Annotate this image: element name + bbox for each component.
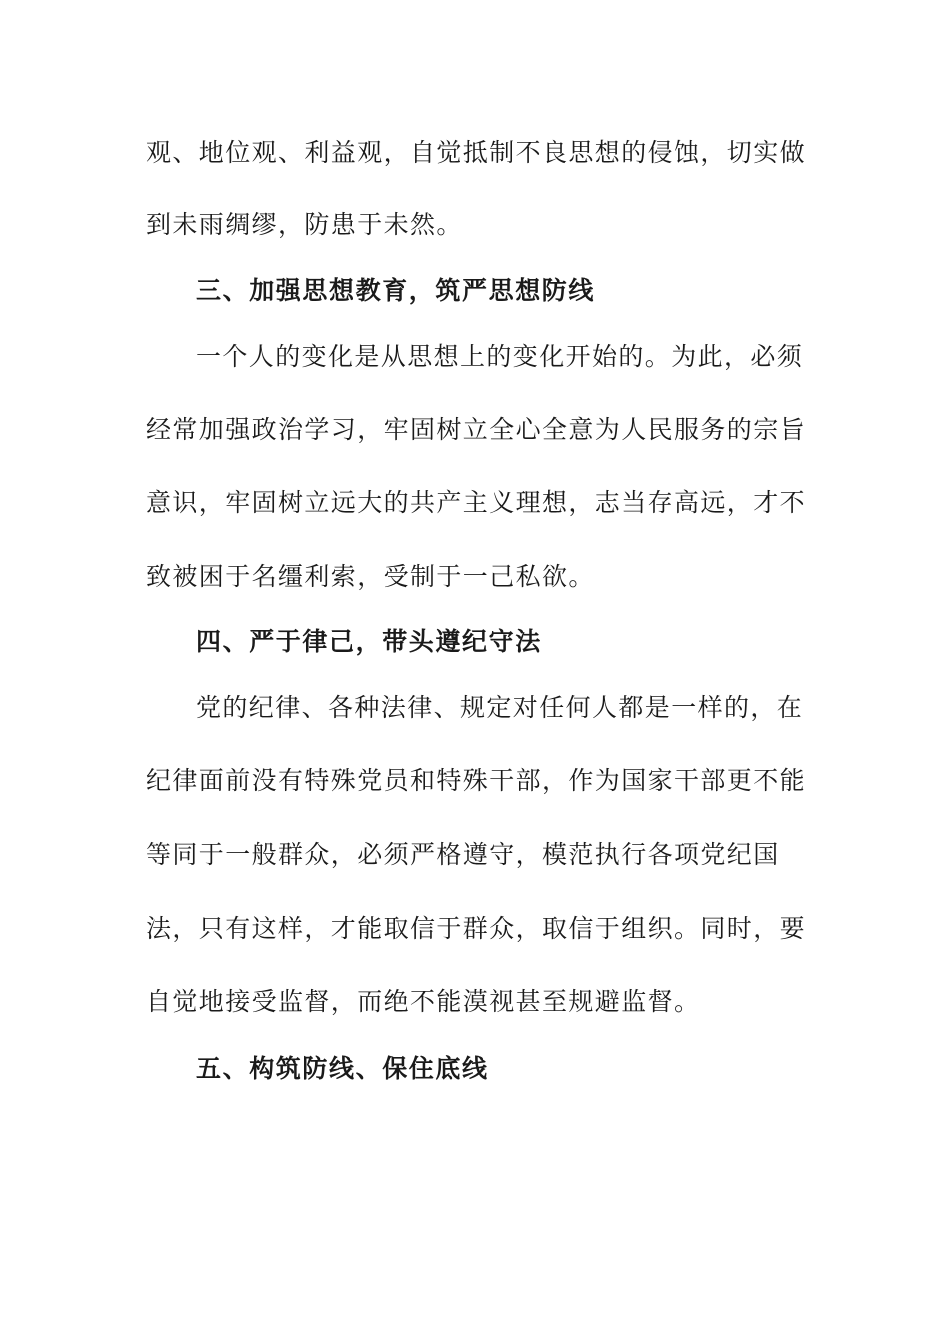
body-text-line: 纪律面前没有特殊党员和特殊干部，作为国家干部更不能 — [146, 766, 807, 795]
body-text-line: 等同于一般群众，必须严格遵守，模范执行各项党纪国 — [146, 840, 780, 869]
body-text-line: 法，只有这样，才能取信于群众，取信于组织。同时，要 — [146, 914, 807, 943]
body-text-line: 党的纪律、各种法律、规定对任何人都是一样的，在 — [196, 693, 804, 722]
body-text-line: 观、地位观、利益观，自觉抵制不良思想的侵蚀，切实做 — [146, 138, 807, 167]
body-text-line: 意识，牢固树立远大的共产主义理想，志当存高远，才不 — [146, 488, 807, 517]
body-text-line: 致被困于名缰利索，受制于一己私欲。 — [146, 562, 595, 591]
body-text-line: 经常加强政治学习，牢固树立全心全意为人民服务的宗旨 — [146, 415, 807, 444]
section-heading-5: 五、构筑防线、保住底线 — [196, 1054, 489, 1083]
section-heading-4: 四、严于律己，带头遵纪守法 — [196, 627, 542, 656]
body-text-line: 一个人的变化是从思想上的变化开始的。为此，必须 — [196, 342, 804, 371]
body-text-line: 到未雨绸缪，防患于未然。 — [146, 210, 463, 239]
section-heading-3: 三、加强思想教育，筑严思想防线 — [196, 276, 596, 305]
body-text-line: 自觉地接受监督，而绝不能漠视甚至规避监督。 — [146, 987, 701, 1016]
